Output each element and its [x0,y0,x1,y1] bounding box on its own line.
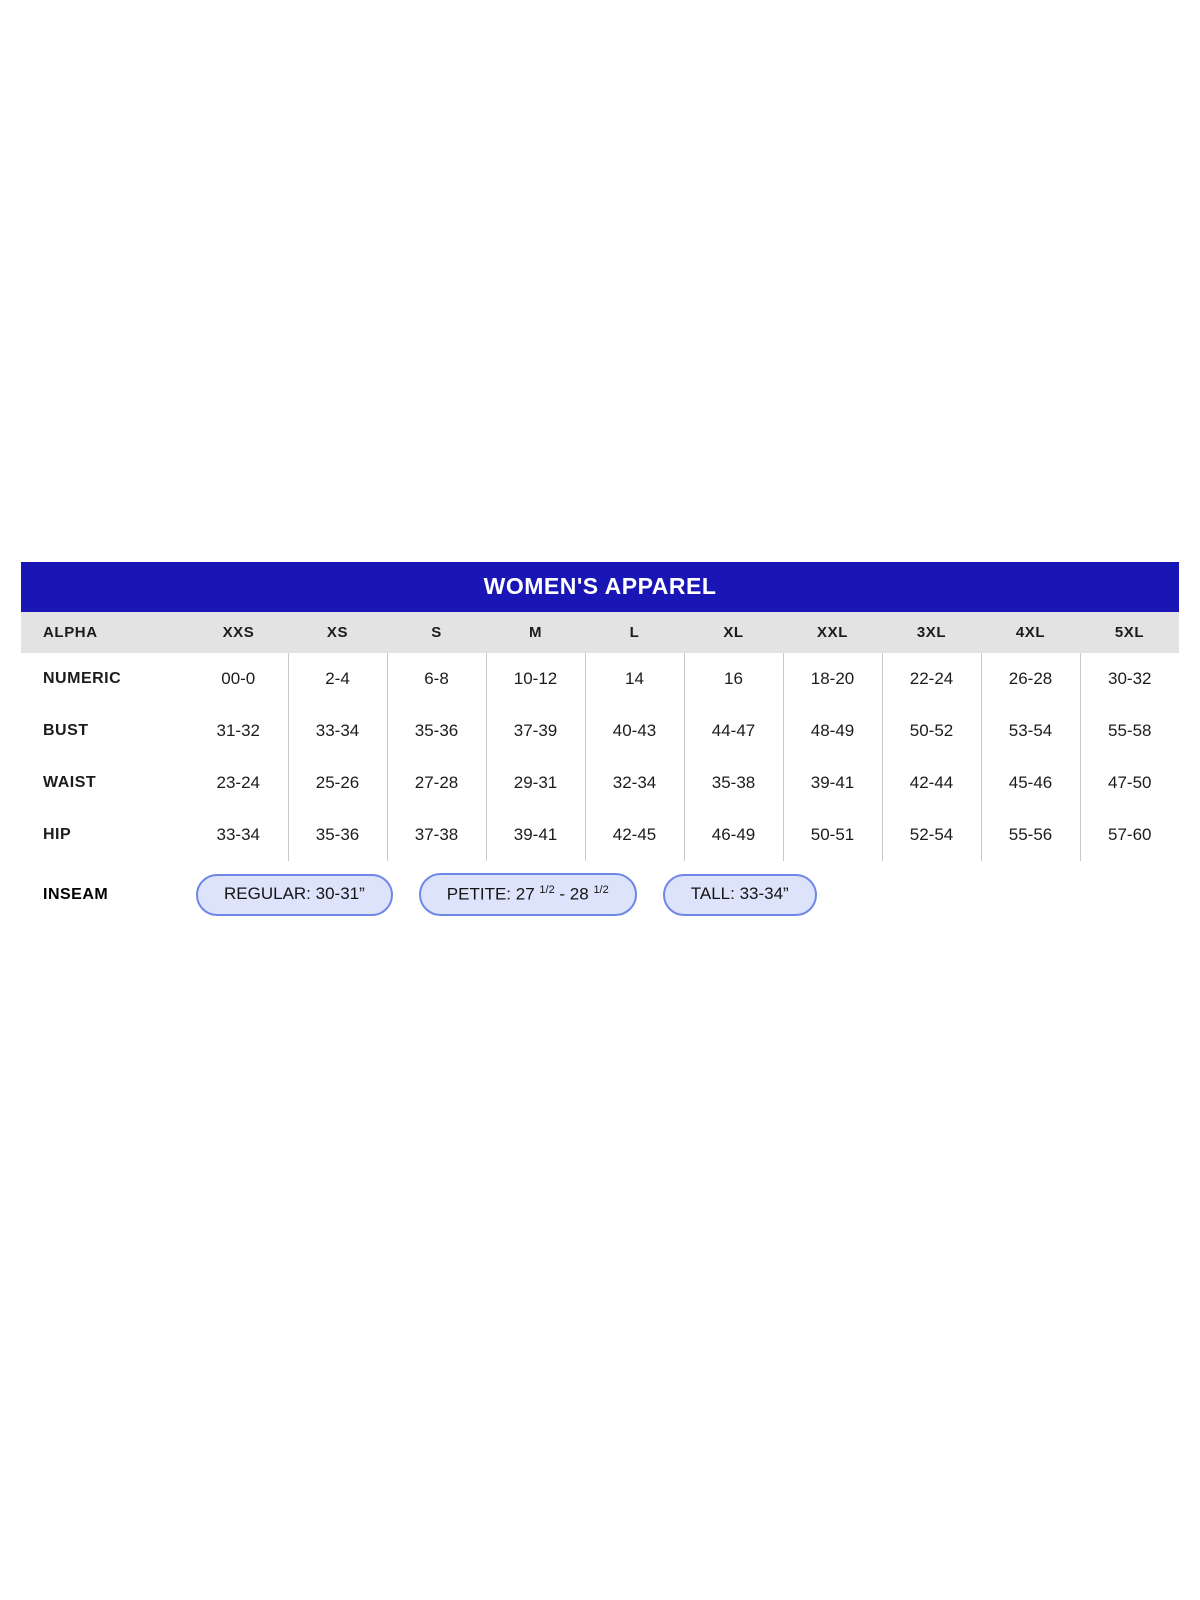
column-header-xxl: XXL [783,612,882,653]
row-label-inseam: INSEAM [21,861,189,926]
cell-hip-s: 37-38 [387,809,486,861]
cell-waist-5xl: 47-50 [1080,757,1179,809]
column-header-xxs: XXS [189,612,288,653]
cell-numeric-4xl: 26-28 [981,653,1080,705]
cell-bust-s: 35-36 [387,705,486,757]
column-header-5xl: 5XL [1080,612,1179,653]
cell-hip-m: 39-41 [486,809,585,861]
cell-hip-5xl: 57-60 [1080,809,1179,861]
column-header-s: S [387,612,486,653]
cell-hip-xxs: 33-34 [189,809,288,861]
inseam-option-tall[interactable] [663,874,817,916]
cell-hip-4xl: 55-56 [981,809,1080,861]
cell-waist-l: 32-34 [585,757,684,809]
cell-waist-xxl: 39-41 [783,757,882,809]
cell-waist-m: 29-31 [486,757,585,809]
cell-bust-l: 40-43 [585,705,684,757]
table-row [21,653,1179,705]
inseam-petite-frac2: 1/2 [593,884,609,896]
inseam-petite-p0: 27 [515,884,540,904]
inseam-options-cell [189,861,1179,926]
cell-waist-xxs: 23-24 [189,757,288,809]
inseam-option-regular[interactable] [196,874,393,916]
size-chart [21,562,1179,926]
inseam-row [21,861,1179,926]
cell-bust-xs: 33-34 [288,705,387,757]
inseam-tall-value: 33-34” [739,883,789,903]
table-row [21,809,1179,861]
inseam-regular-prefix: REGULAR: [224,883,316,903]
cell-bust-3xl: 50-52 [882,705,981,757]
cell-numeric-xxl: 18-20 [783,653,882,705]
inseam-petite-prefix: PETITE: [446,884,516,904]
cell-numeric-3xl: 22-24 [882,653,981,705]
cell-waist-s: 27-28 [387,757,486,809]
inseam-pill-group [190,873,1178,916]
cell-numeric-s: 6-8 [387,653,486,705]
row-label-numeric: NUMERIC [21,653,189,705]
row-label-bust: BUST [21,705,189,757]
cell-numeric-5xl: 30-32 [1080,653,1179,705]
size-table [21,612,1179,926]
table-row [21,705,1179,757]
cell-hip-xs: 35-36 [288,809,387,861]
cell-numeric-l: 14 [585,653,684,705]
inseam-regular-value: 30-31” [315,883,365,903]
cell-numeric-xs: 2-4 [288,653,387,705]
cell-bust-xl: 44-47 [684,705,783,757]
cell-numeric-xxs: 00-0 [189,653,288,705]
column-header-m: M [486,612,585,653]
row-label-hip: HIP [21,809,189,861]
cell-waist-3xl: 42-44 [882,757,981,809]
cell-numeric-m: 10-12 [486,653,585,705]
cell-numeric-xl: 16 [684,653,783,705]
cell-hip-l: 42-45 [585,809,684,861]
cell-waist-xs: 25-26 [288,757,387,809]
column-header-alpha: ALPHA [21,612,189,653]
cell-bust-xxs: 31-32 [189,705,288,757]
cell-bust-xxl: 48-49 [783,705,882,757]
cell-bust-4xl: 53-54 [981,705,1080,757]
chart-title: WOMEN'S APPAREL [21,562,1179,612]
column-header-xs: XS [288,612,387,653]
cell-hip-xxl: 50-51 [783,809,882,861]
column-header-4xl: 4XL [981,612,1080,653]
cell-hip-xl: 46-49 [684,809,783,861]
cell-waist-xl: 35-38 [684,757,783,809]
column-header-3xl: 3XL [882,612,981,653]
inseam-tall-prefix: TALL: [690,883,740,903]
cell-waist-4xl: 45-46 [981,757,1080,809]
column-header-l: L [585,612,684,653]
column-header-xl: XL [684,612,783,653]
inseam-option-petite[interactable] [419,873,637,916]
inseam-petite-p2: - 28 [554,884,594,904]
row-label-waist: WAIST [21,757,189,809]
table-header-row [21,612,1179,653]
inseam-petite-frac1: 1/2 [539,884,555,896]
cell-bust-m: 37-39 [486,705,585,757]
cell-hip-3xl: 52-54 [882,809,981,861]
cell-bust-5xl: 55-58 [1080,705,1179,757]
table-row [21,757,1179,809]
